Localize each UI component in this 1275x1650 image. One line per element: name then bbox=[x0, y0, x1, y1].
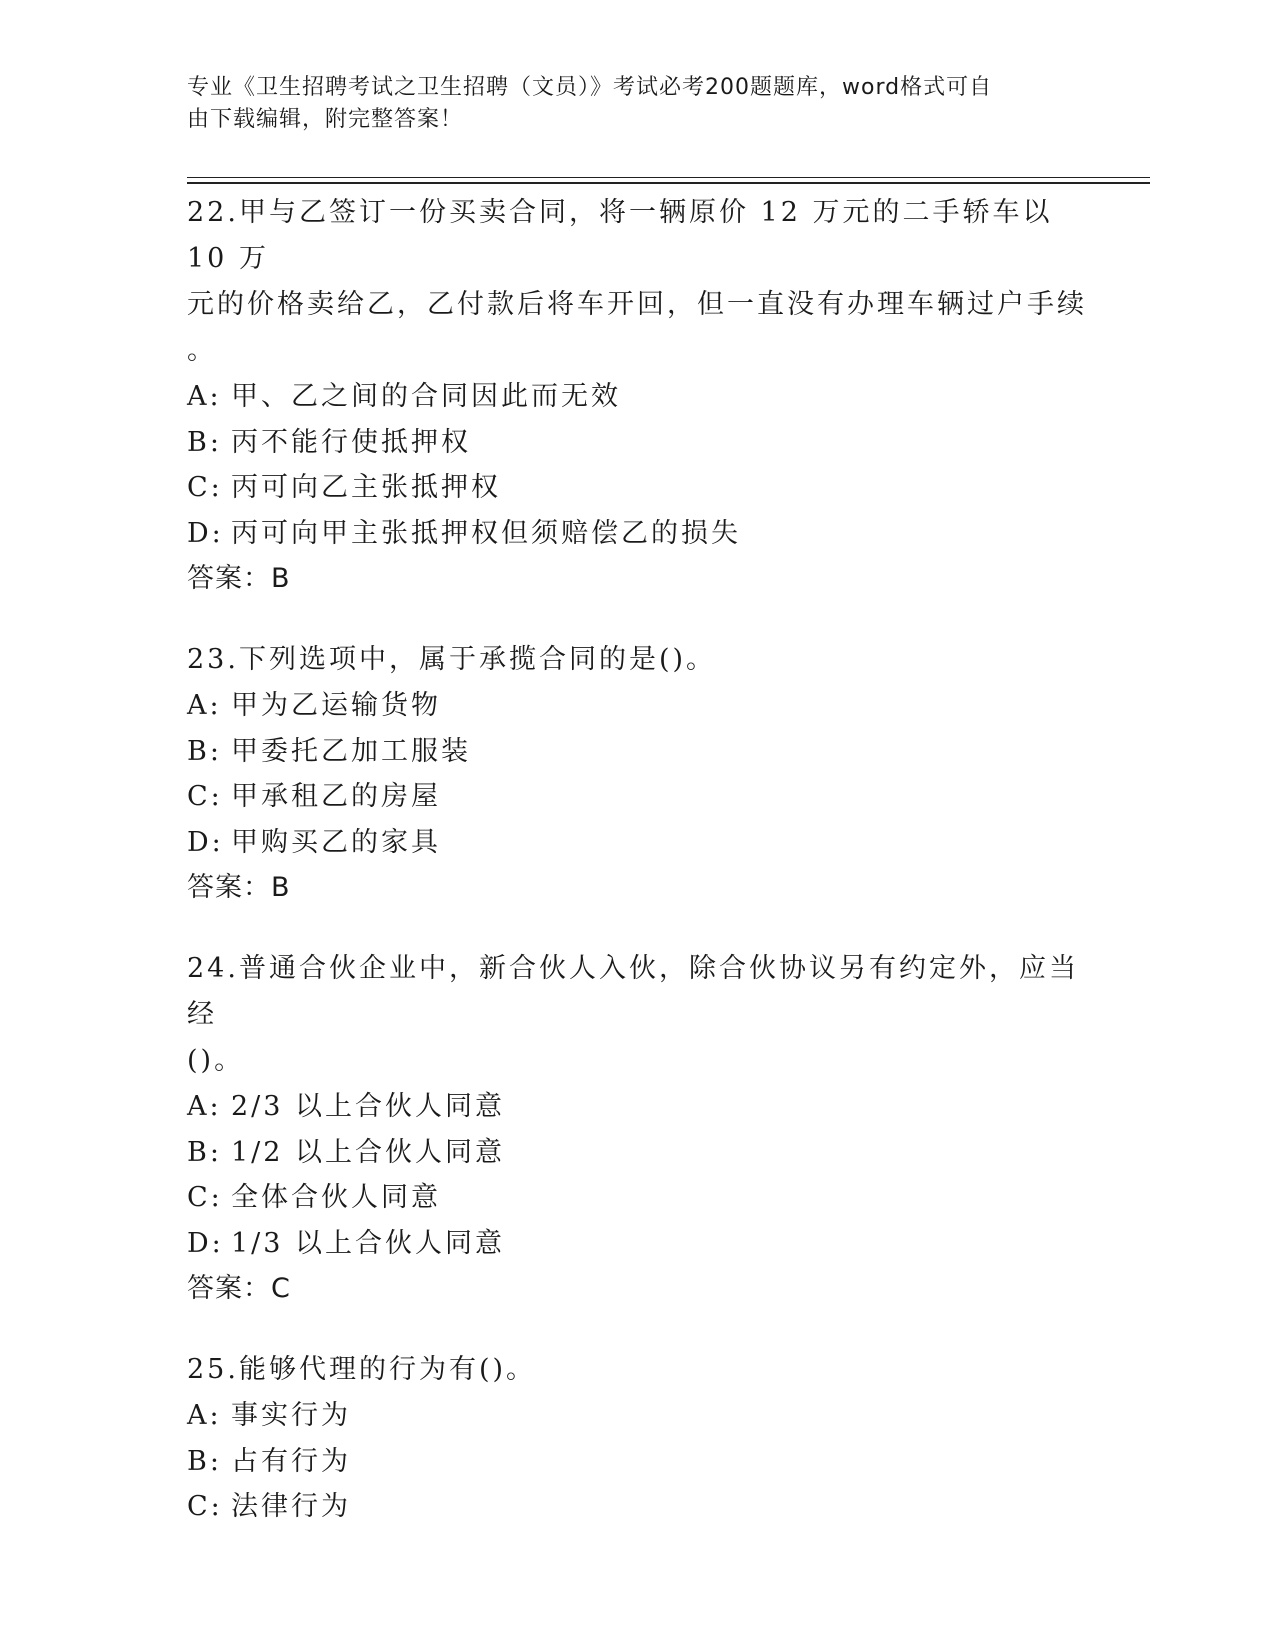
option-text: 丙可向乙主张抵押权 bbox=[231, 472, 501, 503]
question-text-line: 23.下列选项中，属于承揽合同的是()。 bbox=[187, 644, 717, 675]
option-key: C: bbox=[187, 1491, 223, 1522]
option-text: 丙可向甲主张抵押权但须赔偿乙的损失 bbox=[231, 517, 741, 549]
question-24 bbox=[187, 946, 1087, 1312]
option-key: A: bbox=[187, 1091, 222, 1122]
header-divider-thick bbox=[187, 182, 1150, 184]
document-header bbox=[187, 72, 1067, 136]
option-key: D: bbox=[187, 826, 224, 858]
question-22 bbox=[187, 190, 1087, 602]
question-text-line: ()。 bbox=[187, 1045, 245, 1076]
option-key: B: bbox=[187, 1136, 222, 1168]
option-text: 甲购买乙的家具 bbox=[231, 826, 441, 858]
option-c bbox=[187, 1484, 1087, 1530]
option-key: A: bbox=[187, 1400, 222, 1431]
option-text: 1/2 以上合伙人同意 bbox=[231, 1136, 506, 1168]
option-text: 甲为乙运输货物 bbox=[231, 690, 441, 721]
question-23-text bbox=[187, 637, 1087, 683]
question-text-line: 。 bbox=[187, 335, 217, 366]
option-key: B: bbox=[187, 1445, 222, 1477]
option-key: B: bbox=[187, 735, 222, 767]
option-text: 丙不能行使抵押权 bbox=[231, 426, 471, 458]
option-d bbox=[187, 1221, 1087, 1267]
option-b bbox=[187, 1439, 1087, 1485]
option-c bbox=[187, 1175, 1087, 1221]
option-b bbox=[187, 420, 1087, 466]
option-b bbox=[187, 1130, 1087, 1176]
question-text-line: 元的价格卖给乙，乙付款后将车开回，但一直没有办理车辆过户手续 bbox=[187, 289, 1087, 320]
question-24-text bbox=[187, 946, 1087, 1084]
option-text: 占有行为 bbox=[231, 1445, 351, 1477]
option-d bbox=[187, 511, 1087, 557]
option-key: C: bbox=[187, 472, 223, 503]
option-text: 甲承租乙的房屋 bbox=[231, 781, 441, 812]
answer-line: 答案：B bbox=[187, 872, 291, 903]
question-text-line: 25.能够代理的行为有()。 bbox=[187, 1354, 537, 1385]
header-divider-thin bbox=[187, 177, 1150, 178]
question-list bbox=[187, 190, 1087, 1565]
option-text: 1/3 以上合伙人同意 bbox=[231, 1227, 506, 1259]
option-key: D: bbox=[187, 1227, 224, 1259]
question-text-line: 24.普通合伙企业中，新合伙人入伙，除合伙协议另有约定外，应当经 bbox=[187, 953, 1079, 1030]
question-25 bbox=[187, 1347, 1087, 1530]
option-text: 全体合伙人同意 bbox=[231, 1182, 441, 1213]
option-a bbox=[187, 374, 1087, 420]
option-text: 2/3 以上合伙人同意 bbox=[231, 1091, 506, 1122]
question-25-text bbox=[187, 1347, 1087, 1393]
option-key: C: bbox=[187, 781, 223, 812]
option-c bbox=[187, 774, 1087, 820]
option-text: 事实行为 bbox=[231, 1400, 351, 1431]
option-a bbox=[187, 1393, 1087, 1439]
header-line-2: 由下载编辑，附完整答案！ bbox=[187, 107, 464, 132]
option-text: 甲、乙之间的合同因此而无效 bbox=[231, 381, 621, 412]
question-22-text bbox=[187, 190, 1087, 374]
option-text: 法律行为 bbox=[231, 1491, 351, 1522]
option-key: A: bbox=[187, 381, 222, 412]
option-key: C: bbox=[187, 1182, 223, 1213]
option-a bbox=[187, 1084, 1087, 1130]
question-text-line: 22.甲与乙签订一份买卖合同，将一辆原价 12 万元的二手轿车以 10 万 bbox=[187, 197, 1053, 274]
option-c bbox=[187, 465, 1087, 511]
option-key: B: bbox=[187, 426, 222, 458]
question-23 bbox=[187, 637, 1087, 911]
option-a bbox=[187, 683, 1087, 729]
option-key: A: bbox=[187, 690, 222, 721]
header-line-1: 专业《卫生招聘考试之卫生招聘（文员）》考试必考200题题库，word格式可自 bbox=[187, 75, 993, 100]
option-b bbox=[187, 729, 1087, 775]
option-text: 甲委托乙加工服装 bbox=[231, 735, 471, 767]
answer-line: 答案：C bbox=[187, 1273, 291, 1304]
option-key: D: bbox=[187, 517, 224, 549]
option-d bbox=[187, 820, 1087, 866]
answer-line: 答案：B bbox=[187, 563, 291, 594]
